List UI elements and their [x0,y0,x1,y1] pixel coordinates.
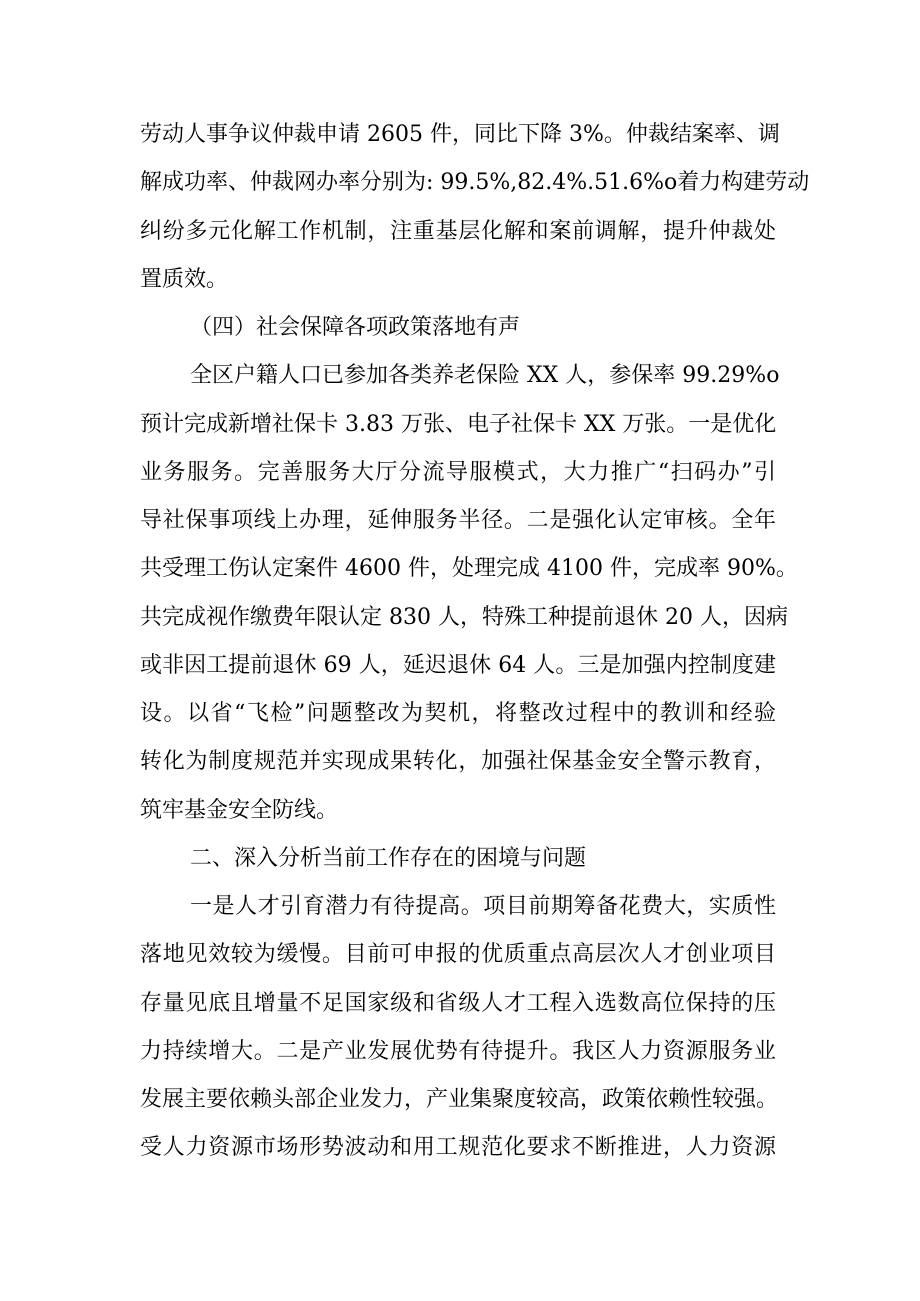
text-line: 受人力资源市场形势波动和用工规范化要求不断推进，人力资源 [140,1135,776,1161]
document-body [140,111,810,1173]
paragraph [140,883,780,1173]
text-line: 导社保事项线上办理，延伸服务半径。二是强化认定审核。全年 [140,508,776,533]
text-line: 全区户籍人口已参加各类养老保险 XX 人，参保率 99.29%o [190,363,780,389]
text-line: 转化为制度规范并实现成果转化，加强社保基金安全警示教育， [140,749,776,775]
text-line: 发展主要依赖头部企业发力，产业集聚度较高，政策依赖性较强。 [140,1087,779,1112]
paragraph [140,352,798,835]
text-line: 一是人才引育潜力有待提高。项目前期筹备花费大，实质性 [190,894,776,919]
text-line: 置质效。 [140,266,229,292]
text-line: 筑牢基金安全防线。 [140,797,339,823]
text-line: 存量见底且增量不足国家级和省级人才工程入选数高位保持的压 [140,990,776,1016]
text-line: 解成功率、仲裁网办率分别为: 99.5%,82.4%.51.6%o着力构建劳动 [140,170,810,196]
text-line: 落地见效较为缓慢。目前可申报的优质重点高层次人才创业项目 [140,942,776,968]
paragraph [140,111,810,304]
text-line: 共完成视作缴费年限认定 830 人，特殊工种提前退休 20 人，因病 [140,604,788,630]
text-line: 设。以省“飞检”问题整改为契机，将整改过程中的教训和经验 [140,701,776,726]
text-line: 业务服务。完善服务大厅分流导服模式，大力推广“扫码办”引 [140,459,776,485]
text-line: 劳动人事争议仲裁申请 2605 件，同比下降 3%。仲裁结案率、调 [140,122,780,147]
section-heading-text: （四）社会保障各项政策落地有声 [190,315,521,340]
text-line: 纠纷多元化解工作机制，注重基层化解和案前调解，提升仲裁处 [140,218,776,244]
section-heading-text: 二、深入分析当前工作存在的困境与问题 [190,845,587,871]
section-heading [140,835,780,883]
section-heading [140,304,780,352]
text-line: 预计完成新增社保卡 3.83 万张、电子社保卡 XX 万张。一是优化 [140,411,777,437]
text-line: 或非因工提前退休 69 人，延迟退休 64 人。三是加强内控制度建 [140,652,776,678]
text-line: 共受理工伤认定案件 4600 件，处理完成 4100 件，完成率 90%。 [140,556,798,582]
text-line: 力持续增大。二是产业发展优势有待提升。我区人力资源服务业 [140,1038,776,1064]
